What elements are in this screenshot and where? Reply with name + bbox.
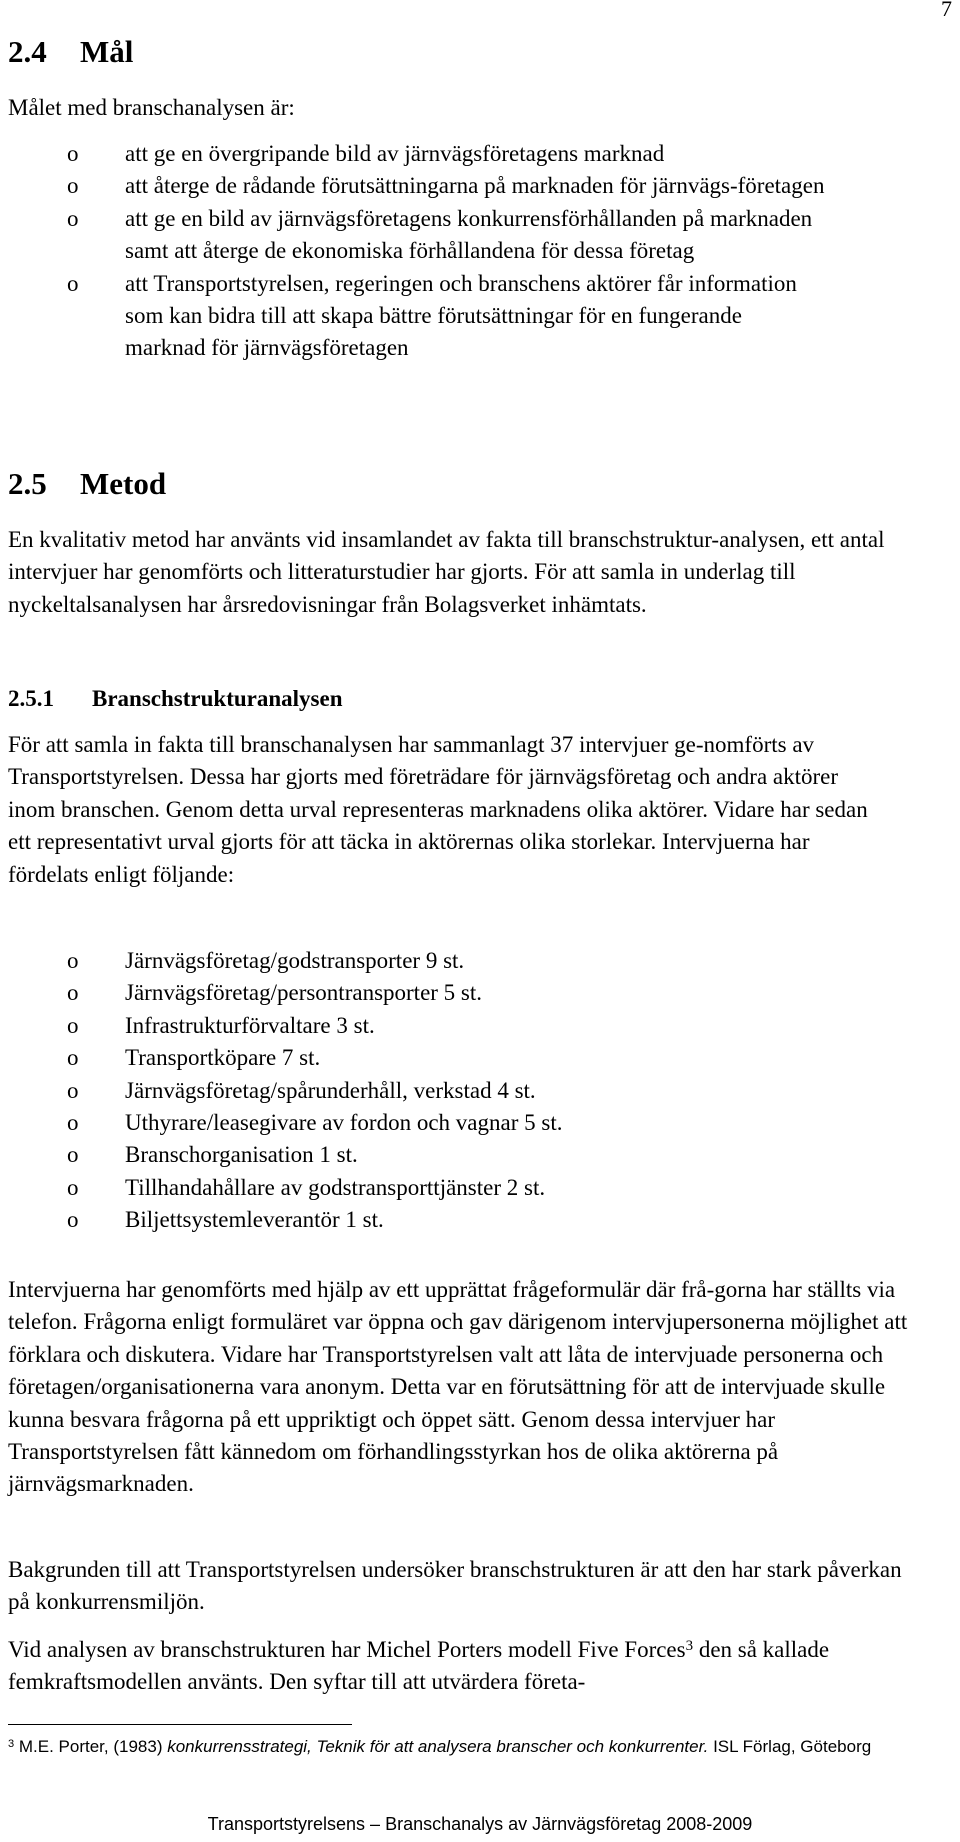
list-item: o Infrastrukturförvaltare 3 st. bbox=[8, 1010, 828, 1042]
bullet-marker: o bbox=[67, 1012, 79, 1038]
subsection-title: Branschstrukturanalysen bbox=[92, 686, 343, 711]
subsection-heading bbox=[8, 685, 908, 713]
metod-paragraph-container bbox=[8, 524, 908, 621]
footnote-author: M.E. Porter, (1983) bbox=[14, 1737, 168, 1756]
page-number: 7 bbox=[941, 0, 952, 21]
footnote-title: konkurrensstrategi, Teknik för att analysera branscher och konkurrenter. bbox=[167, 1737, 709, 1756]
branschstruktur-paragraph-4-container bbox=[8, 1634, 908, 1699]
subsection-branschstruktur bbox=[8, 685, 908, 713]
section-mal bbox=[8, 34, 908, 70]
interview-counts-container bbox=[8, 945, 828, 1237]
branschstruktur-paragraph-2-container bbox=[8, 1274, 908, 1501]
footnote bbox=[8, 1736, 958, 1758]
branschstruktur-paragraph-3-container bbox=[8, 1554, 908, 1619]
subsection-number: 2.5.1 bbox=[8, 686, 54, 711]
list-item: o att ge en övergripande bild av järnvägsföretagens marknad bbox=[8, 138, 828, 170]
section-title: Metod bbox=[80, 466, 167, 501]
branschstruktur-paragraph-4: Vid analysen av branschstrukturen har Michel Porters modell Five Forces$^3$ den så kallade femkraftsmodellen använts. Den syftar till att utvärdera företa- bbox=[8, 1637, 830, 1695]
bullet-marker: o bbox=[67, 1045, 79, 1071]
list-item: o Tillhandahållare av godstransporttjänster 2 st. bbox=[8, 1172, 828, 1204]
metod-paragraph: En kvalitativ metod har använts vid insamlandet av fakta till branschstruktur-analysen, ett antal intervjuer har genomförts och litteraturstudier har gjorts. För att samla in underlag till nyckeltalsanalysen har årsredovisningar från Bolagsverket inhämtats. bbox=[8, 527, 885, 617]
section-heading-mal bbox=[8, 34, 908, 70]
bullet-marker: o bbox=[67, 1142, 79, 1168]
goals-list bbox=[8, 138, 828, 365]
bullet-marker: o bbox=[67, 1207, 79, 1233]
branschstruktur-paragraph-3: Bakgrunden till att Transportstyrelsen undersöker branschstrukturen är att den har stark påverkan på konkurrensmiljön. bbox=[8, 1557, 902, 1615]
bullet-marker: o bbox=[67, 1077, 79, 1103]
section-heading-metod bbox=[8, 466, 908, 502]
list-item: o Uthyrare/leasegivare av fordon och vagnar 5 st. bbox=[8, 1107, 828, 1139]
footnote-marker: 3 bbox=[8, 1738, 15, 1751]
section-mal-intro bbox=[8, 92, 908, 124]
branschstruktur-paragraph-1: För att samla in fakta till branschanalysen har sammanlagt 37 intervjuer ge-nomförts av Transportstyrelsen. Dessa har gjorts med företrädare för järnvägsföretag och andra aktörer inom branschen. Genom detta urval representeras marknadens olika aktörer. Vidare har sedan ett representativt urval gjorts för att täcka in aktörernas olika storlekar. Intervjuerna har fördelats enligt följande: bbox=[8, 732, 868, 887]
branschstruktur-paragraph-1-container bbox=[8, 729, 888, 891]
footnote-reference: 3 bbox=[685, 1638, 694, 1655]
branschstruktur-paragraph-2: Intervjuerna har genomförts med hjälp av ett upprättat frågeformulär där frå-gorna har ställts via telefon. Frågorna enligt formuläret var öppna och gav därigenom intervjupersonerna möjlighet att förklara och diskutera. Vidare har Transportstyrelsen valt att låta de intervjuade personerna och företagen/organisationerna vara anonym. Detta var en förutsättning för att de intervjuade skulle kunna besvara frågorna på ett uppriktigt och öppet sätt. Genom dessa intervjuer har Transportstyrelsen fått kännedom om förhandlingsstyrkan hos de olika aktörerna på järnvägsmarknaden. bbox=[8, 1277, 908, 1497]
list-item: o att återge de rådande förutsättningarna på marknaden för järnvägs-företagen bbox=[8, 170, 828, 202]
bullet-marker: o bbox=[67, 141, 79, 166]
bullet-marker: o bbox=[67, 1110, 79, 1136]
intro-paragraph: Målet med branschanalysen är: bbox=[8, 95, 295, 120]
bullet-marker: o bbox=[67, 948, 79, 973]
page-footer: Transportstyrelsens – Branschanalys av Järnvägsföretag 2008-2009 bbox=[207, 1814, 753, 1834]
interview-counts-list bbox=[8, 945, 828, 1237]
footnote-publisher: ISL Förlag, Göteborg bbox=[708, 1737, 872, 1756]
list-item: o att ge en bild av järnvägsföretagens konkurrensförhållanden på marknaden samt att återge de ekonomiska förhållandena för dessa företag bbox=[8, 203, 828, 268]
section-title: Mål bbox=[80, 34, 134, 69]
goals-list-container bbox=[8, 138, 828, 365]
bullet-marker: o bbox=[67, 205, 79, 231]
footnote-divider bbox=[8, 1724, 352, 1725]
section-number: 2.5 bbox=[8, 466, 47, 501]
bullet-marker: o bbox=[67, 173, 79, 199]
list-item: o att Transportstyrelsen, regeringen och branschens aktörer får information som kan bidra till att skapa bättre förutsättningar för en fungerande marknad för järnvägsföretagen bbox=[8, 268, 828, 365]
list-item: o Järnvägsföretag/godstransporter 9 st. bbox=[8, 945, 828, 977]
bullet-marker: o bbox=[67, 1174, 79, 1200]
list-item: o Branschorganisation 1 st. bbox=[8, 1139, 828, 1171]
list-item: o Transportköpare 7 st. bbox=[8, 1042, 828, 1074]
section-metod bbox=[8, 466, 908, 502]
list-item: o Järnvägsföretag/persontransporter 5 st. bbox=[8, 977, 828, 1009]
list-item: o Biljettsystemleverantör 1 st. bbox=[8, 1204, 828, 1236]
bullet-marker: o bbox=[67, 980, 79, 1006]
section-number: 2.4 bbox=[8, 34, 47, 69]
bullet-marker: o bbox=[67, 270, 79, 296]
list-item: o Järnvägsföretag/spårunderhåll, verkstad 4 st. bbox=[8, 1075, 828, 1107]
